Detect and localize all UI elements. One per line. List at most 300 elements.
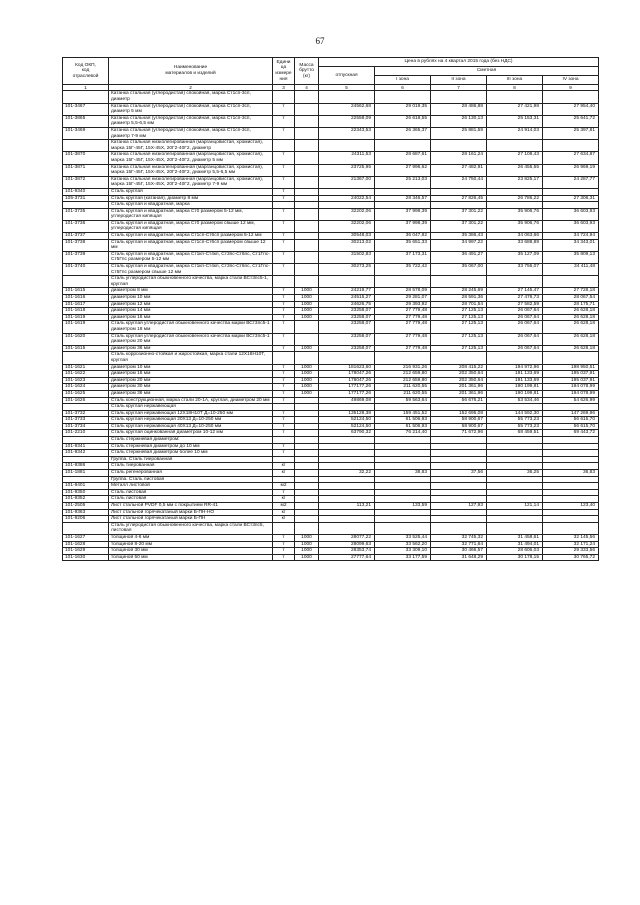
row-unit: т [273, 295, 295, 302]
row-mass [295, 450, 319, 457]
row-name: Металл листовой [109, 483, 273, 490]
row-name: Катанка стальная низколегированная (марганцовистая, хромистая), марка 15Г-45Г, 15Х-45Х, 20Г2-40Г2, диаметр [109, 140, 273, 152]
row-zone-4-price [543, 404, 599, 411]
row-zone-1-price: 133,59 [375, 503, 431, 510]
row-mass [295, 463, 319, 470]
column-index: 6 [375, 85, 431, 91]
row-code: 101-1622 [63, 371, 109, 378]
row-zone-2-price: 27 125,13 [431, 345, 487, 352]
row-name: Лист стальной горячекатаный марки Б-ПН [109, 516, 273, 523]
row-name: Сталь круглая углеродистая обыкновенного качества марки ВСт3пс5-1 диаметром 20 мм [109, 333, 273, 345]
row-release-price [319, 437, 375, 444]
row-zone-3-price [487, 437, 543, 444]
row-code [63, 404, 109, 411]
row-zone-1-price [375, 91, 431, 103]
page-number: 67 [315, 36, 325, 46]
row-unit: кг [273, 496, 295, 503]
row-zone-3-price [487, 450, 543, 457]
row-code: 101-3865 [63, 115, 109, 127]
row-unit [273, 202, 295, 209]
row-mass: 1000 [295, 364, 319, 371]
row-code: 101-2210 [63, 430, 109, 437]
row-unit: т [273, 423, 295, 430]
row-release-price: 49869,08 [319, 397, 375, 404]
row-code: 101-1619 [63, 321, 109, 333]
row-zone-2-price [431, 496, 487, 503]
row-zone-4-price [543, 456, 599, 463]
row-unit: т [273, 115, 295, 127]
row-zone-4-price: 27 954,40 [543, 103, 599, 115]
row-zone-2-price: 34 997,22 [431, 239, 487, 251]
row-code: 101-3467 [63, 103, 109, 115]
row-zone-3-price: 31 494,01 [487, 541, 543, 548]
row-zone-4-price: 32 171,24 [543, 541, 599, 548]
row-mass [295, 496, 319, 503]
row-unit [273, 91, 295, 103]
row-release-price [319, 450, 375, 457]
row-zone-4-price: 26 628,18 [543, 345, 599, 352]
row-mass [295, 103, 319, 115]
row-zone-1-price [375, 437, 431, 444]
header-zone-4: IV зона [543, 76, 599, 85]
header-unit: Едини ца измере ния [273, 58, 295, 85]
row-zone-3-price [487, 516, 543, 523]
row-zone-3-price: 23 825,17 [487, 176, 543, 188]
row-zone-4-price: 27 728,18 [543, 288, 599, 295]
row-zone-4-price: 123,40 [543, 503, 599, 510]
row-unit: т [273, 333, 295, 345]
row-mass: 1000 [295, 554, 319, 561]
header-code: Код ОКП, код отраслевой [63, 58, 109, 85]
row-release-price [319, 476, 375, 483]
row-name: Сталь круглая оцинкованная диаметром 10-12 мм [109, 430, 273, 437]
row-zone-2-price: 35 067,00 [431, 264, 487, 276]
row-zone-2-price: 28 245,69 [431, 288, 487, 295]
row-release-price: 31502,83 [319, 251, 375, 263]
row-zone-2-price: 27 125,13 [431, 308, 487, 315]
table-row [63, 496, 599, 503]
row-code: 101-1624 [63, 384, 109, 391]
row-mass [295, 164, 319, 176]
row-zone-2-price [431, 352, 487, 364]
row-zone-2-price [431, 91, 487, 103]
row-unit [273, 522, 295, 534]
row-zone-3-price: 53 534,46 [487, 397, 543, 404]
row-release-price [319, 91, 375, 103]
row-release-price: 32,22 [319, 470, 375, 477]
row-name: Катанка стальная (углеродистая) спокойная, марка Ст1сп-3сп, диаметр 5,5-6,5 мм [109, 115, 273, 127]
row-zone-4-price: 36,83 [543, 470, 599, 477]
row-name: Сталь листовая [109, 489, 273, 496]
table-row [63, 384, 599, 391]
row-code: 101-3872 [63, 176, 109, 188]
row-zone-3-price: 144 592,30 [487, 410, 543, 417]
row-zone-2-price [431, 437, 487, 444]
row-release-price: 63790,32 [319, 430, 375, 437]
row-zone-1-price: 25 213,03 [375, 176, 431, 188]
row-zone-1-price: 37 998,39 [375, 208, 431, 220]
row-release-price: 24022,54 [319, 195, 375, 202]
row-mass [295, 152, 319, 164]
row-release-price: 22558,09 [319, 115, 375, 127]
row-zone-4-price: 26 628,18 [543, 321, 599, 333]
row-zone-4-price: 69 443,72 [543, 430, 599, 437]
row-unit: т [273, 308, 295, 315]
row-zone-4-price: 35 809,13 [543, 251, 599, 263]
row-release-price: 24562,68 [319, 103, 375, 115]
row-zone-1-price [375, 496, 431, 503]
row-name: Сталь регенерованная [109, 470, 273, 477]
row-unit: т [273, 301, 295, 308]
table-row [63, 541, 599, 548]
table-row [63, 115, 599, 127]
row-zone-2-price [431, 404, 487, 411]
row-code: 101-1618 [63, 308, 109, 315]
row-name: Сталь листовая [109, 496, 273, 503]
row-unit: т [273, 164, 295, 176]
row-mass: 1000 [295, 371, 319, 378]
row-code [63, 476, 109, 483]
row-release-price: 24219,77 [319, 288, 375, 295]
row-zone-4-price [543, 91, 599, 103]
row-zone-1-price: 212 659,80 [375, 371, 431, 378]
column-index: 4 [295, 85, 319, 91]
table-row [63, 188, 599, 195]
row-zone-1-price [375, 522, 431, 534]
row-code: 101-1629 [63, 548, 109, 555]
row-zone-1-price [375, 352, 431, 364]
row-code: 101-3733 [63, 417, 109, 424]
row-code: 101-3739 [63, 251, 109, 263]
row-zone-3-price [487, 463, 543, 470]
row-code: 101-9363 [63, 509, 109, 516]
row-mass [295, 503, 319, 510]
row-mass: 1000 [295, 390, 319, 397]
row-zone-1-price: 61 506,93 [375, 417, 431, 424]
row-zone-3-price: 24 914,03 [487, 127, 543, 139]
row-code: 101-1616 [63, 295, 109, 302]
row-name: диаметром 12 мм [109, 301, 273, 308]
row-code: 101-3735 [63, 208, 109, 220]
row-zone-2-price: 202 350,64 [431, 377, 487, 384]
row-unit: т [273, 220, 295, 232]
row-unit [273, 437, 295, 444]
row-unit: кг [273, 470, 295, 477]
row-unit: т [273, 489, 295, 496]
row-mass: 1000 [295, 301, 319, 308]
row-name: Катанка стальная низколегированная (марганцовистая, хромистая), марка 15Г-45Г, 15Х-45Х, 20Г2-40Г2, диаметр 5 мм [109, 152, 273, 164]
row-mass [295, 456, 319, 463]
column-index: 5 [319, 85, 375, 91]
row-zone-2-price: 201 361,96 [431, 384, 487, 391]
row-code: 101-1620 [63, 333, 109, 345]
row-zone-3-price: 33 688,89 [487, 239, 543, 251]
row-name: Группа. Сталь тиерованная [109, 456, 273, 463]
row-zone-3-price: 28 606,03 [487, 548, 543, 555]
row-zone-1-price: 26 618,55 [375, 115, 431, 127]
row-code: 101-1881 [63, 470, 109, 477]
row-unit: т [273, 345, 295, 352]
row-release-price: 21367,00 [319, 176, 375, 188]
row-zone-2-price: 201 361,96 [431, 390, 487, 397]
row-name: толщиной 4-6 мм [109, 534, 273, 541]
row-unit: т [273, 534, 295, 541]
row-unit [273, 476, 295, 483]
row-zone-3-price: 191 133,69 [487, 371, 543, 378]
row-name: Сталь тиерованная [109, 463, 273, 470]
row-zone-1-price: 33 562,20 [375, 541, 431, 548]
row-zone-4-price [543, 188, 599, 195]
row-release-price: 30213,02 [319, 239, 375, 251]
row-name: диаметром 20 мм [109, 377, 273, 384]
table-row [63, 301, 599, 308]
table-row [63, 233, 599, 240]
row-unit [273, 404, 295, 411]
table-body [63, 91, 599, 561]
row-mass [295, 195, 319, 202]
row-unit: т [273, 384, 295, 391]
row-zone-2-price: 71 672,96 [431, 430, 487, 437]
row-mass [295, 251, 319, 263]
table-row [63, 476, 599, 483]
row-zone-3-price: 26 067,64 [487, 321, 543, 333]
row-zone-3-price [487, 489, 543, 496]
row-zone-1-price: 211 620,55 [375, 384, 431, 391]
table-row [63, 140, 599, 152]
row-name: Сталь стержневая диаметром: [109, 437, 273, 444]
row-zone-2-price [431, 202, 487, 209]
row-zone-4-price: 28 067,54 [543, 295, 599, 302]
table-row [63, 364, 599, 371]
row-name: Группа. Сталь листовая [109, 476, 273, 483]
row-zone-1-price: 27 779,48 [375, 308, 431, 315]
row-code: 101-1626 [63, 397, 109, 404]
row-code: 101-9340 [63, 188, 109, 195]
row-mass: 1000 [295, 345, 319, 352]
row-code: 101-1621 [63, 364, 109, 371]
row-zone-3-price: 27 421,98 [487, 103, 543, 115]
table-row [63, 345, 599, 352]
row-zone-1-price: 61 506,93 [375, 423, 431, 430]
row-name: Сталь круглая [109, 188, 273, 195]
row-release-price: 135128,38 [319, 410, 375, 417]
row-release-price: 32202,06 [319, 208, 375, 220]
row-zone-2-price: 37 301,22 [431, 220, 487, 232]
row-release-price [319, 509, 375, 516]
row-zone-1-price [375, 483, 431, 490]
table-row [63, 321, 599, 333]
row-release-price [319, 202, 375, 209]
row-zone-4-price: 56 615,70 [543, 423, 599, 430]
row-unit: т [273, 103, 295, 115]
table-row [63, 423, 599, 430]
row-mass: 1000 [295, 377, 319, 384]
row-zone-3-price [487, 91, 543, 103]
row-zone-2-price [431, 522, 487, 534]
row-mass [295, 404, 319, 411]
row-zone-1-price: 33 177,59 [375, 554, 431, 561]
row-mass [295, 437, 319, 444]
row-unit: кг [273, 463, 295, 470]
row-mass [295, 239, 319, 251]
row-release-price [319, 496, 375, 503]
row-zone-1-price: 33 309,10 [375, 548, 431, 555]
row-zone-1-price: 29 281,07 [375, 295, 431, 302]
row-release-price: 178047,26 [319, 371, 375, 378]
row-unit: т [273, 152, 295, 164]
row-zone-4-price: 26 628,18 [543, 308, 599, 315]
row-zone-4-price: 147 269,96 [543, 410, 599, 417]
row-mass: 1000 [295, 295, 319, 302]
table-row [63, 333, 599, 345]
row-zone-4-price [543, 476, 599, 483]
row-zone-2-price [431, 483, 487, 490]
row-zone-3-price [487, 522, 543, 534]
row-zone-1-price [375, 509, 431, 516]
header-zone-3: III зона [487, 76, 543, 85]
row-unit: т [273, 264, 295, 276]
header-name: Наименование материалов и изделий [109, 58, 273, 85]
row-code: 101-9350 [63, 489, 109, 496]
row-zone-3-price: 190 199,81 [487, 384, 543, 391]
row-release-price [319, 404, 375, 411]
row-zone-2-price: 24 750,44 [431, 176, 487, 188]
row-name: Сталь круглая и квадратная, марка [109, 202, 273, 209]
row-zone-4-price: 56 615,70 [543, 417, 599, 424]
row-release-price [319, 483, 375, 490]
table-row [63, 534, 599, 541]
row-mass [295, 188, 319, 195]
row-zone-2-price: 28 701,54 [431, 301, 487, 308]
row-name: Сталь круглая и квадратная, марка Ст1сп-Ст6сп размером 5-12 мм [109, 233, 273, 240]
row-zone-2-price [431, 456, 487, 463]
table-row [63, 164, 599, 176]
table-row [63, 103, 599, 115]
row-name: Сталь круглая нержавеющая 40Х13 Д=10-250 мм [109, 423, 273, 430]
row-name: Сталь круглая и квадратная, марка Ст1кп-Ст4кп, Ст3пс-Ст6пс, Ст1Гпс-Ст5Гпс размером свыше 12 мм [109, 264, 273, 276]
row-zone-2-price [431, 489, 487, 496]
row-zone-3-price [487, 140, 543, 152]
row-release-price: 30548,03 [319, 233, 375, 240]
row-mass [295, 115, 319, 127]
row-zone-3-price: 55 773,23 [487, 417, 543, 424]
row-zone-2-price [431, 276, 487, 288]
table-row [63, 450, 599, 457]
row-zone-3-price: 27 108,43 [487, 152, 543, 164]
row-zone-1-price: 59 563,64 [375, 397, 431, 404]
row-zone-4-price [543, 202, 599, 209]
row-zone-1-price [375, 140, 431, 152]
row-zone-2-price: 26 130,13 [431, 115, 487, 127]
row-zone-3-price [487, 483, 543, 490]
row-mass [295, 509, 319, 516]
table-row [63, 397, 599, 404]
row-name: диаметром 30 мм [109, 384, 273, 391]
row-name: Сталь круглая (катаная), диаметр 8 мм [109, 195, 273, 202]
table-row [63, 251, 599, 263]
row-zone-4-price [543, 352, 599, 364]
row-zone-3-price: 27 582,59 [487, 301, 543, 308]
table-row [63, 390, 599, 397]
row-code: 101-9341 [63, 443, 109, 450]
table-row [63, 437, 599, 444]
row-zone-3-price: 191 133,69 [487, 377, 543, 384]
row-release-price: 181623,60 [319, 364, 375, 371]
row-zone-1-price [375, 404, 431, 411]
row-code: 101-3469 [63, 127, 109, 139]
row-name: толщиной 8-20 мм [109, 541, 273, 548]
row-zone-4-price: 54 626,99 [543, 397, 599, 404]
row-zone-2-price: 28 591,36 [431, 295, 487, 302]
row-unit: т [273, 208, 295, 220]
row-zone-4-price: 26 628,18 [543, 333, 599, 345]
row-zone-1-price: 29 019,35 [375, 103, 431, 115]
row-code [63, 202, 109, 209]
row-code: 101-3732 [63, 410, 109, 417]
row-zone-3-price: 26 455,55 [487, 164, 543, 176]
row-release-price: 24626,75 [319, 301, 375, 308]
row-unit: т [273, 417, 295, 424]
row-zone-2-price: 202 350,64 [431, 371, 487, 378]
row-zone-1-price: 38,83 [375, 470, 431, 477]
row-zone-1-price: 37 173,31 [375, 251, 431, 263]
row-zone-3-price [487, 496, 543, 503]
row-code [63, 140, 109, 152]
row-mass [295, 202, 319, 209]
table-row [63, 377, 599, 384]
row-code: 101-3736 [63, 220, 109, 232]
row-unit: м2 [273, 483, 295, 490]
row-code: 101-3737 [63, 233, 109, 240]
row-name: диаметром 36 мм [109, 345, 273, 352]
row-zone-2-price: 58 900,67 [431, 423, 487, 430]
row-zone-2-price: 58 900,67 [431, 417, 487, 424]
row-zone-4-price [543, 522, 599, 534]
row-zone-4-price: 24 287,77 [543, 176, 599, 188]
table-row [63, 264, 599, 276]
row-code: 101-1625 [63, 390, 109, 397]
row-zone-2-price: 37,56 [431, 470, 487, 477]
row-name: Сталь коррозионно-стойкая и жаростойкая, марка стали 12Х18Н10Т, круглая [109, 352, 273, 364]
row-name: Сталь круглая нержавеющая 12Х18Н10Т Д=10-250 мм [109, 410, 273, 417]
row-code [63, 522, 109, 534]
row-zone-1-price [375, 443, 431, 450]
row-zone-3-price [487, 476, 543, 483]
row-zone-1-price: 212 659,80 [375, 377, 431, 384]
row-name: Сталь круглая нержавеющая [109, 404, 273, 411]
row-zone-3-price [487, 188, 543, 195]
row-code: 101-3738 [63, 239, 109, 251]
row-release-price: 52124,50 [319, 423, 375, 430]
table-row [63, 456, 599, 463]
row-unit: т [273, 288, 295, 295]
row-zone-2-price [431, 443, 487, 450]
row-code: 101-3734 [63, 423, 109, 430]
row-mass: 1000 [295, 314, 319, 321]
row-zone-1-price: 216 931,26 [375, 364, 431, 371]
row-mass [295, 397, 319, 404]
row-name: диаметром 36 мм [109, 390, 273, 397]
row-zone-2-price: 28 161,24 [431, 152, 487, 164]
table-header [63, 58, 599, 91]
row-zone-1-price: 35 651,33 [375, 239, 431, 251]
row-zone-4-price [543, 140, 599, 152]
row-code: 101-9352 [63, 496, 109, 503]
row-zone-1-price: 76 214,40 [375, 430, 431, 437]
row-release-price: 22343,53 [319, 127, 375, 139]
row-zone-4-price [543, 483, 599, 490]
row-release-price: 32202,06 [319, 220, 375, 232]
